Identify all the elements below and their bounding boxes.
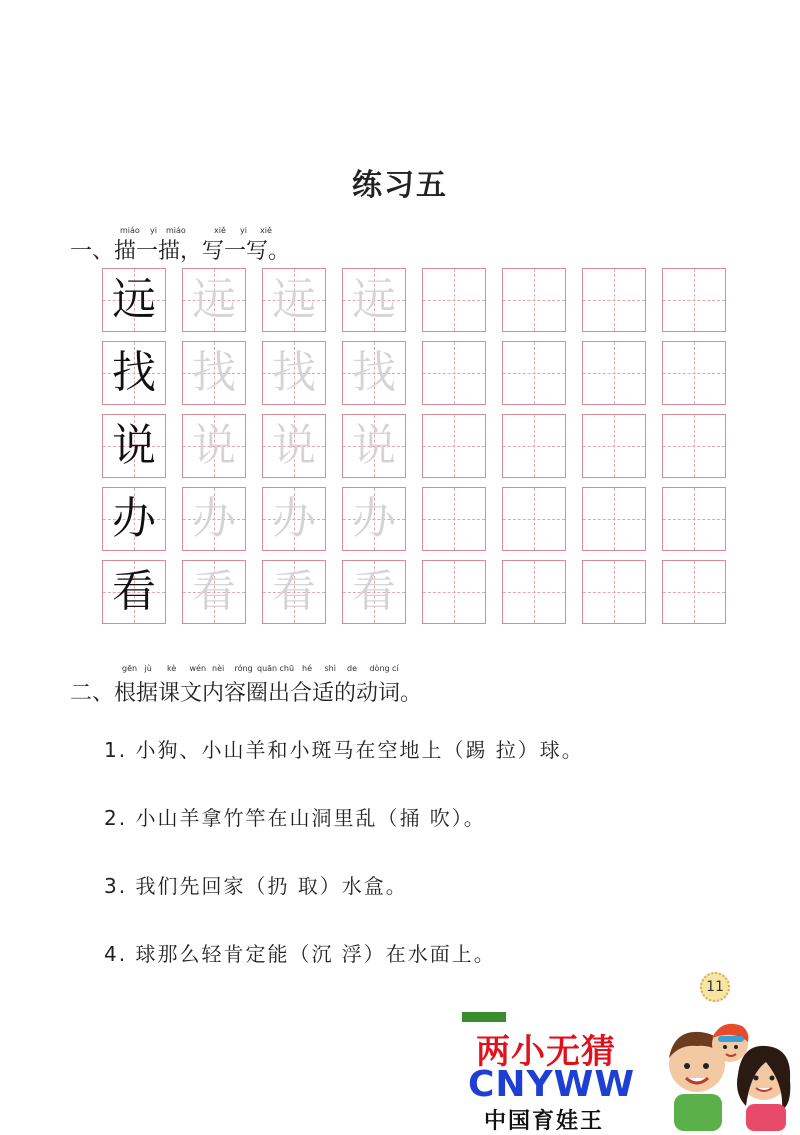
trace-char-cell <box>182 268 246 332</box>
pinyin-syllable: chū <box>279 664 295 673</box>
guide-line-horizontal <box>583 300 645 301</box>
pinyin-syllable: miáo <box>120 226 140 235</box>
trace-character: 办 <box>272 493 316 544</box>
model-char-cell <box>102 560 166 624</box>
trace-character: 远 <box>192 274 236 325</box>
pinyin-syllable: miáo <box>166 226 186 235</box>
trace-char-cell <box>342 414 406 478</box>
blank-writing-cell[interactable] <box>582 414 646 478</box>
pinyin-syllable: kè <box>167 664 177 673</box>
guide-line-horizontal <box>503 373 565 374</box>
guide-line-horizontal <box>503 592 565 593</box>
guide-line-horizontal <box>503 519 565 520</box>
blank-writing-cell[interactable] <box>422 414 486 478</box>
guide-line-horizontal <box>503 300 565 301</box>
guide-line-horizontal <box>423 446 485 447</box>
blank-writing-cell[interactable] <box>422 341 486 405</box>
pinyin-syllable: de <box>347 664 357 673</box>
trace-character: 远 <box>352 274 396 325</box>
section1-heading: 一、描一描，写一写。 <box>70 239 291 264</box>
trace-char-cell <box>182 560 246 624</box>
trace-char-cell <box>262 341 326 405</box>
blank-writing-cell[interactable] <box>582 560 646 624</box>
watermark-logo <box>462 1012 800 1134</box>
blank-writing-cell[interactable] <box>422 560 486 624</box>
model-character: 看 <box>112 566 156 617</box>
guide-line-horizontal <box>663 519 725 520</box>
guide-line-horizontal <box>583 373 645 374</box>
exercise-item-3: 3. 我们先回家（扔 取）水盒。 <box>104 874 408 898</box>
page-title: 练习五 <box>352 168 448 203</box>
pinyin-syllable: shì <box>324 664 336 673</box>
pinyin-syllable: xiě <box>260 226 272 235</box>
trace-character: 办 <box>352 493 396 544</box>
page-number: 11 <box>700 972 730 1002</box>
watermark-bar <box>462 1012 506 1022</box>
model-character: 办 <box>112 493 156 544</box>
grid-row <box>102 414 732 480</box>
exercise-item-4: 4. 球那么轻肯定能（沉 浮）在水面上。 <box>104 942 496 966</box>
guide-line-horizontal <box>423 519 485 520</box>
trace-char-cell <box>262 414 326 478</box>
pinyin-syllable: róng <box>234 664 253 673</box>
blank-writing-cell[interactable] <box>422 268 486 332</box>
grid-row <box>102 560 732 626</box>
trace-char-cell <box>182 487 246 551</box>
pinyin-syllable: yi <box>150 226 157 235</box>
pinyin-syllable: dòng <box>369 664 390 673</box>
blank-writing-cell[interactable] <box>502 414 566 478</box>
blank-writing-cell[interactable] <box>582 268 646 332</box>
trace-character: 看 <box>272 566 316 617</box>
pinyin-syllable: xiě <box>214 226 226 235</box>
trace-char-cell <box>342 341 406 405</box>
blank-writing-cell[interactable] <box>582 341 646 405</box>
guide-line-horizontal <box>583 592 645 593</box>
model-char-cell <box>102 268 166 332</box>
trace-character: 远 <box>272 274 316 325</box>
trace-char-cell <box>342 560 406 624</box>
model-char-cell <box>102 341 166 405</box>
guide-line-horizontal <box>503 446 565 447</box>
trace-character: 找 <box>272 347 316 398</box>
guide-line-horizontal <box>663 592 725 593</box>
model-character: 找 <box>112 347 156 398</box>
guide-line-horizontal <box>583 446 645 447</box>
trace-character: 说 <box>192 420 236 471</box>
trace-char-cell <box>182 414 246 478</box>
pinyin-syllable: yi <box>240 226 247 235</box>
pinyin-syllable: quān <box>257 664 278 673</box>
grid-row <box>102 341 732 407</box>
trace-character: 找 <box>352 347 396 398</box>
guide-line-horizontal <box>423 373 485 374</box>
trace-character: 办 <box>192 493 236 544</box>
trace-char-cell <box>182 341 246 405</box>
trace-char-cell <box>262 560 326 624</box>
watermark-line3: 中国育娃王 <box>484 1109 605 1134</box>
model-char-cell <box>102 487 166 551</box>
trace-char-cell <box>262 487 326 551</box>
guide-line-horizontal <box>663 300 725 301</box>
blank-writing-cell[interactable] <box>502 268 566 332</box>
pinyin-syllable: jù <box>144 664 152 673</box>
cartoon-family-icon <box>642 1014 800 1131</box>
exercise-item-1: 1. 小狗、小山羊和小斑马在空地上（踢 拉）球。 <box>104 738 584 762</box>
trace-character: 说 <box>272 420 316 471</box>
pinyin-syllable: hé <box>302 664 312 673</box>
watermark-line1: 两小无猜 <box>476 1032 616 1072</box>
trace-character: 找 <box>192 347 236 398</box>
trace-character: 看 <box>352 566 396 617</box>
trace-character: 说 <box>352 420 396 471</box>
model-character: 说 <box>112 420 156 471</box>
pinyin-syllable: wén <box>189 664 207 673</box>
blank-writing-cell[interactable] <box>662 414 726 478</box>
blank-writing-cell[interactable] <box>662 268 726 332</box>
pinyin-syllable: nèi <box>212 664 225 673</box>
model-char-cell <box>102 414 166 478</box>
trace-char-cell <box>262 268 326 332</box>
blank-writing-cell[interactable] <box>582 487 646 551</box>
pinyin-syllable: gēn <box>122 664 138 673</box>
blank-writing-cell[interactable] <box>502 341 566 405</box>
blank-writing-cell[interactable] <box>662 560 726 624</box>
blank-writing-cell[interactable] <box>662 487 726 551</box>
blank-writing-cell[interactable] <box>422 487 486 551</box>
blank-writing-cell[interactable] <box>502 560 566 624</box>
model-character: 远 <box>112 274 156 325</box>
section2-heading: 二、根据课文内容圈出合适的动词。 <box>70 681 423 706</box>
guide-line-horizontal <box>663 373 725 374</box>
guide-line-horizontal <box>583 519 645 520</box>
trace-char-cell <box>342 487 406 551</box>
watermark-line2: CNYWW <box>468 1064 636 1105</box>
grid-row <box>102 487 732 553</box>
pinyin-syllable: cí <box>392 664 399 673</box>
blank-writing-cell[interactable] <box>502 487 566 551</box>
guide-line-horizontal <box>423 300 485 301</box>
trace-char-cell <box>342 268 406 332</box>
exercise-item-2: 2. 小山羊拿竹竿在山洞里乱（捅 吹）。 <box>104 806 486 830</box>
trace-character: 看 <box>192 566 236 617</box>
grid-row <box>102 268 732 334</box>
blank-writing-cell[interactable] <box>662 341 726 405</box>
guide-line-horizontal <box>423 592 485 593</box>
guide-line-horizontal <box>663 446 725 447</box>
